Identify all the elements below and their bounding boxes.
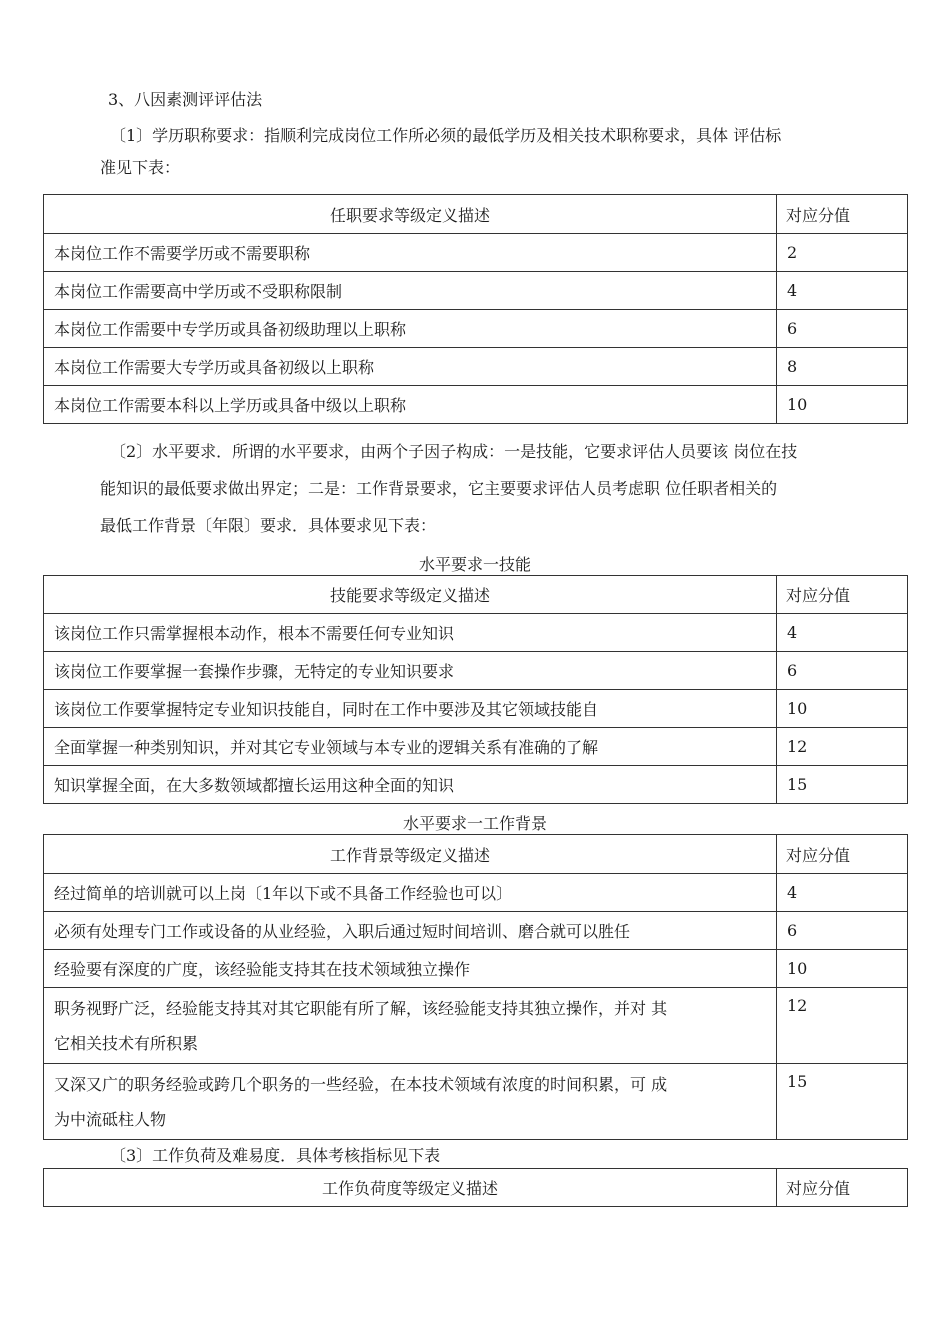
row-score: 2 bbox=[777, 234, 908, 272]
row-description: 本岗位工作不需要学历或不需要职称 bbox=[44, 234, 777, 272]
row-description: 本岗位工作需要中专学历或具备初级助理以上职称 bbox=[44, 310, 777, 348]
row-description bbox=[44, 1064, 777, 1140]
table-row bbox=[44, 272, 908, 310]
header-score: 对应分值 bbox=[777, 835, 908, 874]
paragraph-workload: 〔3〕工作负荷及难易度．具体考核指标见下表 bbox=[110, 1146, 441, 1165]
table-row bbox=[44, 874, 908, 912]
row-score: 12 bbox=[777, 988, 908, 1064]
row-description: 本岗位工作需要高中学历或不受职称限制 bbox=[44, 272, 777, 310]
row-score: 10 bbox=[777, 950, 908, 988]
table-row bbox=[44, 652, 908, 690]
row-description: 知识掌握全面，在大多数领域都擅长运用这种全面的知识 bbox=[44, 766, 777, 804]
paragraph-line: 最低工作背景〔年限〕要求．具体要求见下表： bbox=[100, 516, 437, 535]
paragraph-line: 〔2〕水平要求．所谓的水平要求，由两个子因子构成：一是技能，它要求评估人员要该 岗位在技 bbox=[110, 442, 798, 461]
section-title: 3、八因素测评评估法 bbox=[108, 90, 263, 109]
row-description: 必须有处理专门工作或设备的从业经验，入职后通过短时间培训、磨合就可以胜任 bbox=[44, 912, 777, 950]
table-row bbox=[44, 988, 908, 1064]
table-caption-skill: 水平要求一技能 bbox=[418, 555, 531, 574]
paragraph-line: 能知识的最低要求做出界定；二是：工作背景要求，它主要要求评估人员考虑职 位任职者相关的 bbox=[100, 479, 778, 498]
table-row bbox=[44, 310, 908, 348]
row-score: 10 bbox=[777, 386, 908, 424]
table-header-row bbox=[44, 195, 908, 234]
row-description: 经过简单的培训就可以上岗〔1年以下或不具备工作经验也可以〕 bbox=[44, 874, 777, 912]
table-row bbox=[44, 766, 908, 804]
skill-requirement-table bbox=[43, 575, 908, 804]
table-caption-background: 水平要求一工作背景 bbox=[402, 814, 547, 833]
table-row bbox=[44, 234, 908, 272]
row-score: 10 bbox=[777, 690, 908, 728]
row-description-line: 它相关技术有所积累 bbox=[54, 1033, 199, 1053]
paragraph-line: 〔1〕学历职称要求：指顺利完成岗位工作所必须的最低学历及相关技术职称要求，具体 评估标 bbox=[110, 126, 782, 145]
table-row bbox=[44, 950, 908, 988]
header-score: 对应分值 bbox=[777, 576, 908, 614]
header-score: 对应分值 bbox=[777, 1169, 908, 1207]
table-row bbox=[44, 348, 908, 386]
row-description: 经验要有深度的广度，该经验能支持其在技术领域独立操作 bbox=[44, 950, 777, 988]
table-row bbox=[44, 728, 908, 766]
header-description: 工作负荷度等级定义描述 bbox=[44, 1169, 777, 1207]
row-description-line: 职务视野广泛，经验能支持其对其它职能有所了解，该经验能支持其独立操作，并对 其 bbox=[54, 998, 668, 1018]
paragraph-level bbox=[100, 433, 908, 544]
header-score: 对应分值 bbox=[777, 195, 908, 234]
row-score: 4 bbox=[777, 614, 908, 652]
table-header-row bbox=[44, 1169, 908, 1207]
table-row bbox=[44, 912, 908, 950]
row-description: 本岗位工作需要大专学历或具备初级以上职称 bbox=[44, 348, 777, 386]
row-description-line: 为中流砥柱人物 bbox=[54, 1109, 167, 1129]
row-score: 8 bbox=[777, 348, 908, 386]
row-score: 6 bbox=[777, 652, 908, 690]
row-description: 本岗位工作需要本科以上学历或具备中级以上职称 bbox=[44, 386, 777, 424]
work-background-table bbox=[43, 834, 908, 1140]
table-row bbox=[44, 1064, 908, 1140]
row-score: 15 bbox=[777, 1064, 908, 1140]
education-requirement-table bbox=[43, 194, 908, 424]
row-description: 全面掌握一种类别知识，并对其它专业领域与本专业的逻辑关系有准确的了解 bbox=[44, 728, 777, 766]
paragraph-line: 准见下表： bbox=[100, 158, 181, 177]
header-description: 任职要求等级定义描述 bbox=[44, 195, 777, 234]
row-description: 该岗位工作要掌握特定专业知识技能自，同时在工作中要涉及其它领域技能自 bbox=[44, 690, 777, 728]
row-score: 6 bbox=[777, 912, 908, 950]
row-score: 15 bbox=[777, 766, 908, 804]
row-description: 该岗位工作只需掌握根本动作，根本不需要任何专业知识 bbox=[44, 614, 777, 652]
row-description: 该岗位工作要掌握一套操作步骤，无特定的专业知识要求 bbox=[44, 652, 777, 690]
workload-table bbox=[43, 1168, 908, 1207]
table-header-row bbox=[44, 576, 908, 614]
table-header-row bbox=[44, 835, 908, 874]
paragraph-education bbox=[100, 120, 908, 184]
table-row bbox=[44, 690, 908, 728]
row-score: 12 bbox=[777, 728, 908, 766]
row-score: 4 bbox=[777, 272, 908, 310]
row-description-line: 又深又广的职务经验或跨几个职务的一些经验，在本技术领域有浓度的时间积累，可 成 bbox=[54, 1074, 668, 1094]
header-description: 工作背景等级定义描述 bbox=[44, 835, 777, 874]
table-row bbox=[44, 386, 908, 424]
table-row bbox=[44, 614, 908, 652]
row-score: 4 bbox=[777, 874, 908, 912]
row-score: 6 bbox=[777, 310, 908, 348]
header-description: 技能要求等级定义描述 bbox=[44, 576, 777, 614]
row-description bbox=[44, 988, 777, 1064]
